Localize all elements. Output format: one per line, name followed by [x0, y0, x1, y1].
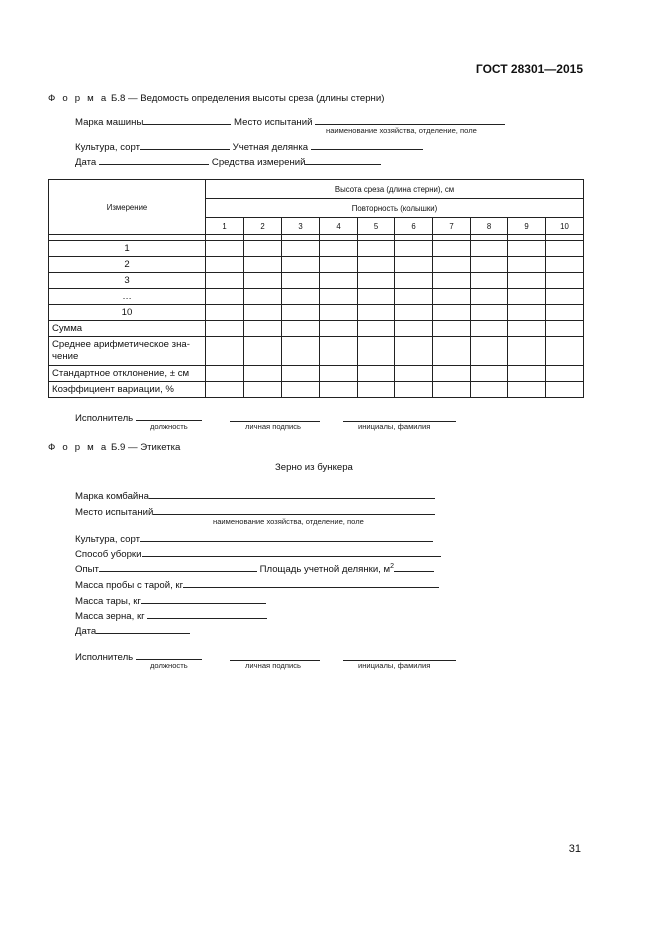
harvest-row	[75, 545, 441, 560]
crop-label: Культура, сорт	[75, 142, 140, 153]
executor-label-b9: Исполнитель	[75, 652, 134, 663]
table-row	[49, 257, 584, 273]
sum-label: Сумма	[49, 321, 206, 337]
executor-label: Исполнитель	[75, 413, 134, 424]
form-label: Ф о р м а	[48, 93, 109, 104]
date-row	[75, 153, 381, 168]
place-caption-b9: наименование хозяйства, отделение, поле	[213, 517, 364, 526]
place-label-b9: Место испытаний	[75, 507, 154, 518]
table-row	[49, 241, 584, 257]
repeat-number: 2	[244, 218, 282, 235]
row-label: 3	[49, 273, 206, 289]
row-label: 10	[49, 305, 206, 321]
crop-field[interactable]	[140, 138, 230, 150]
crop-field-b9[interactable]	[140, 530, 433, 542]
place-field-b9[interactable]	[153, 503, 435, 515]
repeat-number: 7	[433, 218, 471, 235]
form-b9-title	[48, 442, 180, 453]
date-label: Дата	[75, 157, 97, 168]
combine-row	[75, 487, 435, 502]
sample-mass-row	[75, 576, 439, 591]
sample-mass-label: Масса пробы с тарой, кг	[75, 580, 184, 591]
crop-row-b9	[75, 530, 433, 545]
position-field[interactable]	[136, 409, 202, 421]
grain-mass-field[interactable]	[147, 607, 267, 619]
crop-row	[75, 138, 423, 153]
label-subtitle: Зерно из бункера	[275, 462, 353, 473]
form-label: Ф о р м а	[48, 442, 109, 453]
tare-mass-label: Масса тары, кг	[75, 596, 141, 607]
harvest-field[interactable]	[142, 545, 441, 557]
crop-label-b9: Культура, сорт	[75, 534, 140, 545]
sample-mass-field[interactable]	[183, 576, 439, 588]
repeat-number: 10	[546, 218, 584, 235]
means-field[interactable]	[305, 153, 381, 165]
measurement-table	[48, 179, 584, 398]
date-field-b9[interactable]	[96, 622, 190, 634]
plot-label: Учетная делянка	[232, 142, 309, 153]
std-label: Стандартное отклонение, ± см	[49, 366, 206, 382]
repeat-number: 5	[358, 218, 395, 235]
table-row	[49, 305, 584, 321]
table-row	[49, 382, 584, 398]
caption-signature: личная подпись	[245, 422, 301, 431]
machine-label: Марка машины	[75, 117, 144, 128]
place-label: Место испытаний	[234, 117, 313, 128]
means-label: Средства измерений	[211, 157, 306, 168]
plot-area-label: Площадь учетной делянки, м	[259, 564, 391, 575]
caption-position: должность	[150, 422, 188, 431]
mean-label	[49, 337, 206, 366]
plot-field[interactable]	[311, 138, 423, 150]
tare-mass-field[interactable]	[141, 592, 266, 604]
caption-signature-b9: личная подпись	[245, 661, 301, 670]
form-b8-title	[48, 93, 384, 104]
standard-number: ГОСТ 28301—2015	[475, 62, 583, 76]
table-row	[49, 337, 584, 366]
date-label-b9: Дата	[75, 626, 97, 637]
form-b8-title-text: Б.8 — Ведомость определения высоты среза (длины стерни)	[111, 93, 385, 104]
machine-field[interactable]	[143, 113, 231, 125]
repeat-number: 9	[508, 218, 546, 235]
position-field-b9[interactable]	[136, 648, 202, 660]
caption-name: инициалы, фамилия	[358, 422, 431, 431]
combine-label: Марка комбайна	[75, 491, 149, 502]
mean-label-line2: чение	[52, 351, 79, 362]
grain-mass-row	[75, 607, 267, 622]
place-caption: наименование хозяйства, отделение, поле	[326, 126, 477, 135]
name-field[interactable]	[343, 410, 456, 422]
col-measure-header: Измерение	[49, 180, 206, 235]
table-row	[49, 366, 584, 382]
experiment-label: Опыт	[75, 564, 99, 575]
repeat-number: 8	[471, 218, 508, 235]
table-row	[49, 273, 584, 289]
tare-mass-row	[75, 592, 266, 607]
name-field-b9[interactable]	[343, 649, 456, 661]
caption-name-b9: инициалы, фамилия	[358, 661, 431, 670]
repeat-number: 4	[320, 218, 358, 235]
row-label: …	[49, 289, 206, 305]
date-field[interactable]	[99, 153, 209, 165]
date-row-b9	[75, 622, 190, 637]
row-label: 1	[49, 241, 206, 257]
col-height-header: Высота среза (длина стерни), см	[206, 180, 584, 199]
grain-mass-label: Масса зерна, кг	[75, 611, 145, 622]
place-field[interactable]	[315, 113, 505, 125]
table-row	[49, 321, 584, 337]
place-row-b9	[75, 503, 435, 518]
experiment-row	[75, 560, 434, 575]
repeat-number: 3	[282, 218, 320, 235]
form-b9-title-text: Б.9 — Этикетка	[111, 442, 181, 453]
mean-label-line1: Среднее арифметическое зна-	[52, 339, 190, 350]
harvest-label: Способ уборки	[75, 549, 142, 560]
cv-label: Коэффициент вариации, %	[49, 382, 206, 398]
combine-field[interactable]	[149, 487, 435, 499]
repeat-number: 6	[395, 218, 433, 235]
row-label: 2	[49, 257, 206, 273]
repeat-number: 1	[206, 218, 244, 235]
col-repeat-header: Повторность (колышки)	[206, 199, 584, 218]
experiment-field[interactable]	[99, 560, 257, 572]
plot-area-sup: 2	[390, 562, 395, 570]
signature-field-b9[interactable]	[230, 649, 320, 661]
page-number: 31	[568, 843, 581, 855]
table-row	[49, 289, 584, 305]
plot-area-field[interactable]	[394, 560, 434, 572]
caption-position-b9: должность	[150, 661, 188, 670]
signature-field[interactable]	[230, 410, 320, 422]
